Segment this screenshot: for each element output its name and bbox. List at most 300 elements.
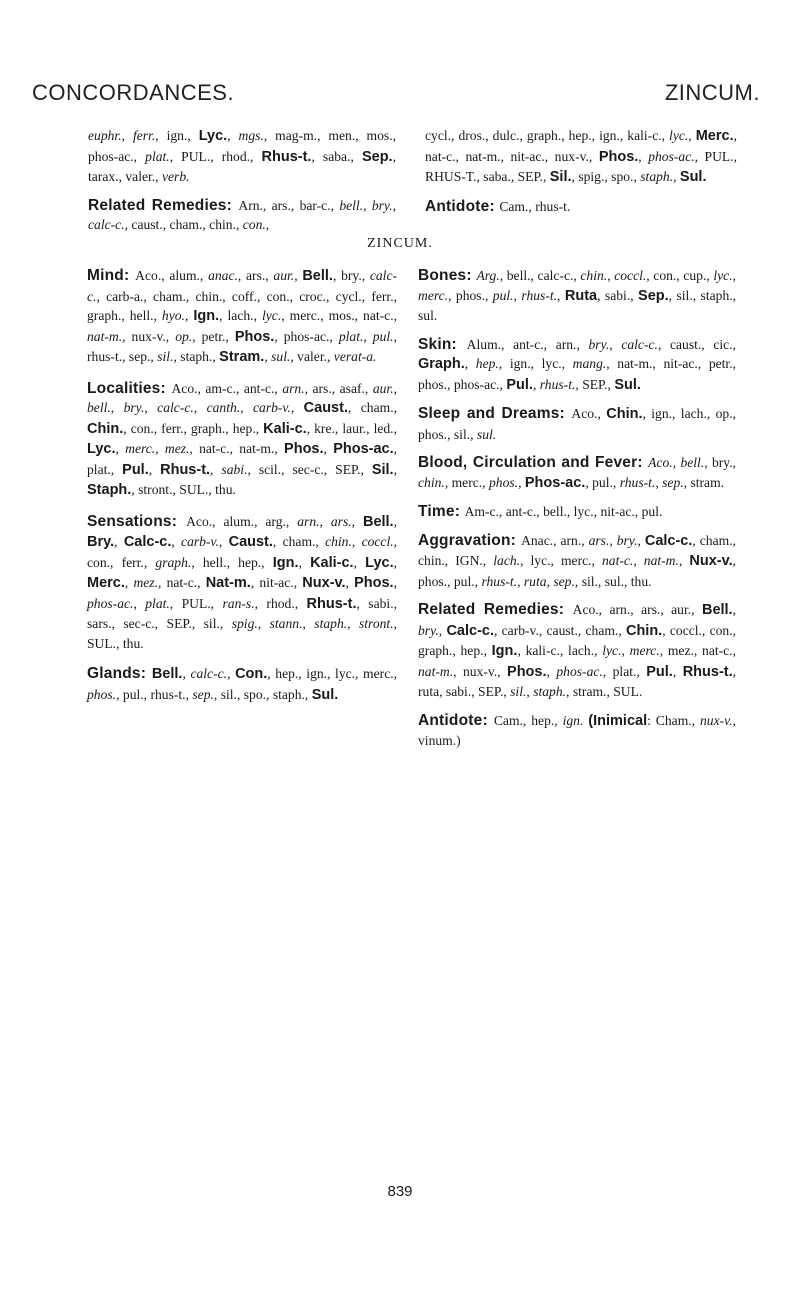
remedy-bold: Sul. — [614, 376, 641, 393]
remedy-text: , — [114, 534, 124, 549]
remedy-italic: ign. — [562, 712, 584, 728]
remedy-bold: Lyc. — [87, 441, 116, 457]
rubric-heading-separator: : — [559, 405, 572, 422]
rubric-entry — [88, 126, 396, 187]
remedy-text: , saba., — [311, 148, 362, 164]
remedy-bold: Kali-c. — [310, 554, 354, 571]
remedy-text: , — [609, 336, 622, 352]
remedy-italic: staph. — [533, 684, 567, 699]
remedy-italic: ars. — [330, 513, 352, 529]
remedy-text: Arn., ars., bar-c., — [238, 197, 340, 213]
remedy-text: , — [464, 356, 476, 371]
remedy-italic: coccl. — [361, 534, 394, 549]
remedy-text: , nat-m., nit-ac., petr., phos., phos-ac., — [418, 356, 736, 392]
remedy-italic: chin. — [325, 534, 352, 549]
rubric-entry — [418, 531, 736, 592]
remedy-bold: Bell. — [362, 513, 394, 530]
remedy-bold: Phos. — [354, 575, 394, 591]
remedy-text: , — [121, 128, 133, 143]
remedy-italic: lyc. — [261, 308, 282, 323]
remedy-text: , — [155, 441, 165, 456]
rubric-heading-separator: : — [140, 665, 152, 682]
remedy-text: , caust., cic., — [657, 336, 736, 352]
remedy-text: , scil., sec-c., SEP., — [247, 461, 372, 477]
remedy-text: , — [227, 128, 239, 143]
remedy-text: Cam., hep., — [493, 712, 563, 728]
remedy-text: , staph., — [173, 349, 220, 364]
remedy-text: , sabi., — [597, 287, 639, 303]
remedy-bold: Chin. — [625, 622, 663, 639]
remedy-text: , — [124, 575, 134, 590]
remedy-text: , cham., — [347, 400, 398, 415]
remedy-italic: carb-v. — [252, 400, 291, 415]
remedy-italic: sil. — [157, 349, 174, 364]
remedy-text: , mez., nat-c., — [659, 643, 736, 658]
remedy-text: , caust., cham., chin., — [124, 217, 243, 232]
remedy-text: , — [655, 474, 663, 490]
remedy-bold: Lyc. — [365, 554, 394, 571]
remedy-text: , — [290, 400, 304, 415]
remedy-text: , — [265, 217, 270, 232]
remedy-text: , — [193, 400, 207, 415]
remedy-text: , phos., pul., — [418, 553, 737, 589]
remedy-italic: calc-c. — [87, 268, 398, 304]
remedy-text: , — [148, 461, 161, 477]
remedy-text: , — [182, 666, 191, 681]
remedy-italic: ran-s. — [222, 595, 255, 611]
rubric-entry — [418, 266, 736, 326]
remedy-text: : Cham., — [647, 712, 700, 728]
remedy-bold: Rhus-t. — [261, 148, 312, 165]
remedy-text: , lyc., merc., — [520, 553, 602, 568]
remedy-italic: chin. — [580, 268, 608, 283]
remedy-bold: Bry. — [87, 534, 115, 550]
rubric-entry — [425, 197, 737, 217]
remedy-text: , — [351, 513, 363, 529]
remedy-bold: Ruta — [564, 287, 598, 304]
remedy-text: , — [218, 534, 229, 549]
remedy-bold: Calc-c. — [446, 622, 494, 639]
remedy-bold: Staph. — [87, 482, 132, 498]
remedy-text: , — [264, 349, 272, 364]
remedy-text: , — [637, 532, 645, 548]
remedy-text: , — [353, 554, 366, 570]
remedy-bold: Caust. — [303, 400, 348, 416]
remedy-bold: (Inimical — [588, 712, 648, 729]
remedy-italic: calc-c. — [157, 400, 194, 415]
remedy-bold: Nux-v. — [689, 553, 733, 569]
remedy-text: , — [133, 595, 146, 611]
remedy-text: cycl., dros., dulc., graph., hep., ign., kali-c., — [425, 128, 670, 143]
remedy-bold: Sil. — [549, 169, 572, 185]
remedy-text: , phos-ac., — [274, 328, 339, 344]
rubric-heading: Glands — [87, 665, 141, 682]
remedy-text: , con., ferr., — [87, 534, 398, 570]
remedy-italic: rhus-t. — [481, 573, 518, 589]
remedy-text: , — [392, 197, 396, 213]
remedy-text: Cam., rhus-t. — [499, 198, 571, 214]
remedy-italic: rhus-t. — [619, 474, 656, 490]
zincum-entries-left-column — [87, 266, 397, 716]
rubric-entry — [87, 664, 397, 705]
header-right-title: ZINCUM. — [664, 80, 760, 105]
remedy-text: , nit-ac., — [250, 575, 303, 590]
rubric-heading-separator: : — [558, 601, 573, 618]
rubric-heading: Skin — [418, 335, 452, 353]
remedy-bold: Caust. — [228, 534, 273, 550]
remedy-italic: sul. — [271, 349, 291, 364]
remedy-text: , spig., spo., — [571, 169, 641, 184]
remedy-italic: calc-c. — [88, 217, 125, 232]
remedy-text: , — [144, 400, 158, 415]
remedy-text: , PUL., RHUS-T., saba., SEP., — [425, 148, 737, 184]
rubric-heading: Related Remedies — [88, 196, 227, 214]
remedy-italic: bry. — [588, 336, 610, 352]
remedy-text: , plat., — [602, 663, 647, 679]
remedy-text: , — [546, 573, 554, 589]
remedy-italic: Aco. — [648, 455, 673, 470]
remedy-text: , — [227, 666, 236, 681]
remedy-text: , kali-c., lach., — [517, 643, 603, 658]
remedy-italic: sep. — [662, 474, 684, 490]
remedy-italic: Arg. — [476, 268, 500, 283]
remedy-italic: sep. — [192, 686, 214, 702]
remedy-text: , lach., — [219, 308, 262, 323]
remedy-italic: aur. — [273, 268, 295, 283]
remedy-text: Aco., am-c., ant-c., — [171, 380, 283, 396]
remedy-text: , bry., — [704, 455, 736, 470]
remedy-text: , — [672, 663, 683, 679]
remedy-text: , coccl., con., graph., hep., — [418, 622, 737, 658]
remedy-text: , hep., ign., lyc., merc., — [267, 666, 398, 681]
remedy-text: , bell., calc-c., — [499, 268, 581, 283]
remedy-text: , — [546, 663, 557, 679]
remedy-bold: Phos-ac. — [333, 441, 394, 457]
remedy-italic: bry. — [616, 532, 638, 548]
remedy-italic: stront. — [358, 616, 394, 631]
remedy-text: Am-c., ant-c., bell., lyc., nit-ac., pul. — [464, 504, 663, 519]
remedy-italic: mez. — [164, 441, 190, 456]
remedy-text: , sil., sul., thu. — [574, 573, 652, 589]
rubric-entry — [418, 711, 736, 751]
remedy-italic: staph. — [640, 169, 674, 184]
remedy-text: , PUL., rhod., — [169, 148, 262, 164]
remedy-text: , — [345, 575, 355, 590]
remedy-bold: Chin. — [87, 420, 124, 437]
remedy-text: , nat-c., — [158, 575, 206, 590]
remedy-text: , ars., asaf., — [304, 380, 373, 396]
remedy-italic: euphr. — [88, 128, 122, 143]
remedy-bold: Phos. — [598, 148, 639, 165]
remedy-bold: Sil. — [371, 461, 394, 478]
remedy-bold: Calc-c. — [644, 532, 693, 549]
remedy-bold: Kali-c. — [263, 420, 307, 437]
remedy-bold: Bell. — [302, 268, 333, 284]
remedy-text: , merc., mos., nat-c., — [281, 308, 398, 323]
remedy-text: , tarax., valer., — [88, 148, 396, 184]
remedy-text: Anac., arn., — [521, 532, 589, 548]
remedy-text: , — [110, 400, 124, 415]
remedy-italic: ruta — [523, 573, 547, 589]
remedy-text: , — [351, 534, 362, 549]
remedy-italic: chin. — [418, 474, 445, 490]
remedy-text: , cham., chin., IGN., — [418, 532, 736, 568]
remedy-text: , — [210, 461, 222, 477]
remedy-bold: Pul. — [506, 376, 533, 393]
remedy-italic: bell. — [87, 400, 111, 415]
remedy-bold: Phos. — [507, 663, 547, 680]
remedy-italic: hyo. — [161, 308, 185, 323]
remedy-text: , carb-v., caust., cham., — [494, 622, 626, 638]
remedy-text: , nat-c., nat-m., — [189, 441, 285, 456]
page-number: 839 — [387, 1183, 413, 1200]
remedy-text: , — [672, 455, 681, 470]
remedy-bold: Bell. — [701, 602, 733, 618]
remedy-text: , con., cup., — [646, 268, 714, 283]
remedy-text: , vinum.) — [418, 712, 736, 748]
remedy-italic: ferr. — [132, 128, 156, 143]
remedy-italic: nat-m. — [643, 553, 679, 568]
remedy-text: , — [302, 616, 315, 631]
rubric-heading: Sensations — [87, 512, 172, 530]
rubric-entry — [425, 126, 737, 188]
remedy-italic: verb. — [161, 169, 190, 184]
remedy-text: , — [621, 643, 630, 658]
remedy-text: , PUL., — [169, 595, 223, 611]
remedy-text: , kre., laur., led., — [306, 420, 397, 436]
remedy-text: , — [294, 268, 303, 283]
remedy-italic: canth. — [206, 400, 241, 415]
rubric-heading: Time — [418, 503, 455, 520]
rubric-heading-separator: : — [454, 503, 465, 520]
remedy-italic: merc. — [418, 287, 449, 303]
remedy-text: , carb-a., cham., chin., coff., con., croc., cycl., ferr., graph., hell., — [87, 288, 397, 323]
remedy-text: , mag-m., men., mos., phos-ac., — [88, 128, 397, 164]
remedy-bold: Pul. — [122, 461, 149, 478]
remedy-text: Aco., — [571, 406, 607, 421]
remedy-bold: Sep. — [638, 287, 669, 304]
remedy-text: , — [732, 268, 736, 283]
rubric-entry — [87, 379, 397, 501]
remedy-text: , sil., staph., sul. — [418, 287, 737, 323]
remedy-text: , stram., SUL. — [566, 684, 643, 699]
remedy-bold: Sul. — [679, 169, 707, 185]
remedy-italic: sul. — [476, 426, 497, 442]
rubric-heading: Related Remedies — [418, 601, 559, 618]
remedy-text: , — [438, 622, 447, 638]
remedy-text: , nux-v., — [453, 663, 508, 679]
remedy-text: , pul., rhus-t., — [116, 686, 193, 702]
remedy-text: , — [557, 287, 565, 303]
remedy-text: , hell., hep., — [191, 554, 273, 570]
remedy-italic: arn. — [297, 513, 320, 529]
remedy-text: , — [393, 513, 397, 529]
remedy-bold: Nux-v. — [302, 575, 346, 591]
remedy-text: , — [518, 474, 525, 490]
continued-entries-right — [425, 126, 737, 225]
remedy-text: , ign., lyc., — [498, 356, 573, 371]
rubric-heading-separator: : — [482, 711, 494, 729]
remedy-italic: stann. — [269, 616, 303, 631]
remedy-bold: Ign. — [272, 554, 299, 571]
remedy-italic: calc-c. — [621, 336, 658, 352]
remedy-italic: verat-a. — [333, 349, 377, 364]
rubric-heading-separator: : — [226, 196, 239, 214]
remedy-text: , — [363, 328, 373, 344]
remedy-italic: aur. — [372, 380, 394, 396]
remedy-bold: Rhus-t. — [682, 663, 733, 680]
remedy-text: , — [609, 532, 617, 548]
remedy-italic: phos. — [488, 474, 519, 490]
remedy-italic: nat-m. — [418, 663, 454, 679]
remedy-italic: bry. — [418, 622, 439, 638]
remedy-text: , merc., — [444, 474, 489, 490]
remedy-bold: Calc-c. — [123, 534, 172, 550]
remedy-italic: merc. — [125, 441, 156, 456]
remedy-bold: Pul. — [646, 663, 673, 680]
remedy-text: , — [393, 575, 397, 590]
remedy-text: , — [638, 148, 649, 164]
rubric-heading-separator: : — [489, 197, 500, 215]
rubric-heading-separator: : — [160, 379, 172, 397]
remedy-italic: lyc. — [602, 643, 622, 658]
remedy-bold: Ign. — [193, 308, 220, 324]
remedy-text: , rhod., — [254, 595, 307, 611]
remedy-italic: sep. — [553, 573, 575, 589]
remedy-italic: rhus-t. — [521, 287, 558, 303]
rubric-heading-separator: : — [451, 335, 467, 353]
remedy-text: , pul., — [585, 474, 620, 490]
remedy-bold: Ign. — [491, 643, 518, 659]
remedy-text: , — [298, 554, 311, 570]
remedy-italic: ars. — [588, 532, 610, 548]
rubric-entry — [418, 404, 736, 444]
continued-entries-left — [88, 126, 396, 244]
remedy-text: , SUL., thu. — [87, 616, 398, 651]
remedy-bold: Phos-ac. — [524, 474, 586, 491]
rubric-heading-separator: : — [637, 454, 649, 471]
remedy-bold: Lyc. — [198, 128, 228, 144]
rubric-heading-separator: : — [466, 267, 477, 284]
remedy-italic: coccl. — [614, 268, 647, 283]
remedy-text: , — [319, 513, 331, 529]
remedy-text: , stront., SUL., thu. — [131, 482, 236, 497]
rubric-heading: Blood, Circulation and Fever — [418, 454, 638, 471]
remedy-text: , — [257, 616, 270, 631]
rubric-entry — [418, 453, 736, 493]
remedy-text: , — [526, 684, 534, 699]
remedy-italic: mang. — [572, 356, 607, 371]
remedy-text: , — [323, 441, 334, 456]
remedy-text: , — [184, 308, 194, 323]
remedy-italic: arn. — [282, 380, 305, 396]
remedy-text: Aco., arn., ars., aur., — [572, 602, 702, 617]
remedy-text: , — [633, 553, 644, 568]
remedy-bold: Nat-m. — [205, 575, 251, 591]
remedy-bold: Phos. — [234, 328, 275, 345]
remedy-bold: Rhus-t. — [306, 595, 357, 612]
remedy-italic: phos-ac. — [556, 663, 603, 679]
remedy-italic: staph. — [314, 616, 348, 631]
remedy-text: , con., ferr., graph., hep., — [123, 420, 264, 436]
rubric-heading: Localities — [87, 379, 161, 397]
rubric-heading-separator: : — [171, 512, 187, 530]
remedy-bold: Rhus-t. — [160, 461, 211, 478]
remedy-italic: pul. — [372, 328, 394, 344]
remedy-text: , cham., — [272, 534, 326, 549]
remedy-text: , — [532, 376, 540, 392]
remedy-text: , petr., — [192, 328, 235, 344]
remedy-italic: con. — [242, 217, 266, 232]
remedy-italic: mez. — [133, 575, 158, 590]
remedy-italic: carb-v. — [181, 534, 219, 549]
remedy-italic: nat-c. — [601, 553, 634, 568]
remedy-italic: anac. — [208, 268, 238, 283]
remedy-text: , ign., lach., op., phos., sil., — [418, 406, 737, 442]
remedy-text: , ars., — [237, 268, 274, 283]
rubric-entry — [87, 512, 397, 654]
remedy-italic: lach. — [493, 553, 521, 568]
remedy-italic: merc. — [629, 643, 660, 658]
remedy-text: , sabi., sars., sec-c., SEP., sil., — [87, 595, 397, 631]
remedy-text: , — [393, 554, 398, 570]
remedy-italic: rhus-t. — [539, 376, 576, 392]
remedy-text: , — [673, 169, 680, 184]
remedy-bold: Con. — [235, 666, 268, 682]
remedy-bold: Merc. — [695, 128, 734, 144]
remedy-text: , valer., — [290, 349, 334, 364]
remedy-italic: sabi. — [221, 461, 248, 477]
rubric-heading: Antidote — [425, 197, 490, 215]
remedy-italic: bry. — [371, 197, 393, 213]
remedy-italic: mgs. — [238, 128, 264, 143]
remedy-bold: Chin. — [606, 406, 643, 422]
remedy-bold: Graph. — [418, 356, 465, 372]
remedy-text: , — [517, 573, 524, 589]
remedy-text: , — [688, 128, 696, 143]
rubric-heading: Bones — [418, 267, 467, 284]
remedy-text: , bry., — [332, 268, 370, 283]
remedy-text: , — [732, 602, 736, 617]
remedy-text: , — [171, 534, 182, 549]
remedy-text: , — [678, 553, 690, 568]
remedy-italic: plat. — [145, 595, 170, 611]
remedy-italic: bell. — [339, 197, 364, 213]
remedy-italic: phos-ac. — [87, 595, 134, 611]
rubric-heading: Sleep and Dreams — [418, 405, 560, 422]
remedy-text: Aco., alum., arg., — [186, 513, 298, 529]
remedy-italic: sil. — [510, 684, 527, 699]
remedy-italic: bry. — [123, 400, 145, 415]
remedy-text: Aco., alum., — [135, 268, 209, 283]
remedy-text: , — [393, 380, 397, 396]
rubric-heading: Aggravation — [418, 531, 511, 549]
remedy-text: , — [393, 461, 397, 477]
remedy-text: , ign., — [155, 128, 199, 143]
remedy-italic: lyc. — [713, 268, 733, 283]
remedy-italic: plat. — [145, 148, 170, 164]
remedy-bold: Merc. — [87, 575, 125, 591]
remedy-italic: op. — [175, 328, 193, 344]
remedy-text: , sil., spo., staph., — [213, 686, 312, 702]
rubric-entry — [88, 196, 396, 235]
remedy-italic: pul. — [492, 287, 514, 303]
rubric-heading: Mind — [87, 267, 124, 284]
rubric-heading: Antidote — [418, 711, 483, 729]
remedy-text: , — [513, 287, 522, 303]
remedy-text: , ruta, sabi., SEP., — [418, 663, 737, 699]
remedy-text: , phos., — [448, 287, 493, 303]
